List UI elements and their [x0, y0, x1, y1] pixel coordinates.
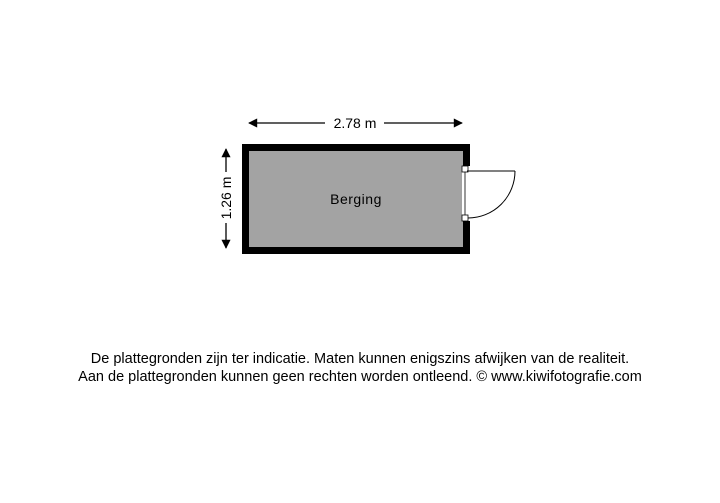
- width-dimension-label: 2.78 m: [333, 115, 377, 131]
- door-frame-bottom: [462, 215, 468, 221]
- disclaimer-line-2: Aan de plattegronden kunnen geen rechten worden ontleend. © www.kiwifotografie.com: [78, 369, 642, 385]
- height-dimension: [218, 149, 234, 248]
- room-label: Berging: [330, 191, 382, 207]
- height-dimension-label: 1.26 m: [218, 176, 234, 220]
- disclaimer-line-1: De plattegronden zijn ter indicatie. Maten kunnen enigszins afwijken van de realiteit.: [90, 351, 630, 367]
- width-dimension: [249, 115, 462, 131]
- door-swing-arc: [468, 171, 515, 218]
- room-berging: [242, 144, 515, 254]
- door-opening: [462, 166, 471, 221]
